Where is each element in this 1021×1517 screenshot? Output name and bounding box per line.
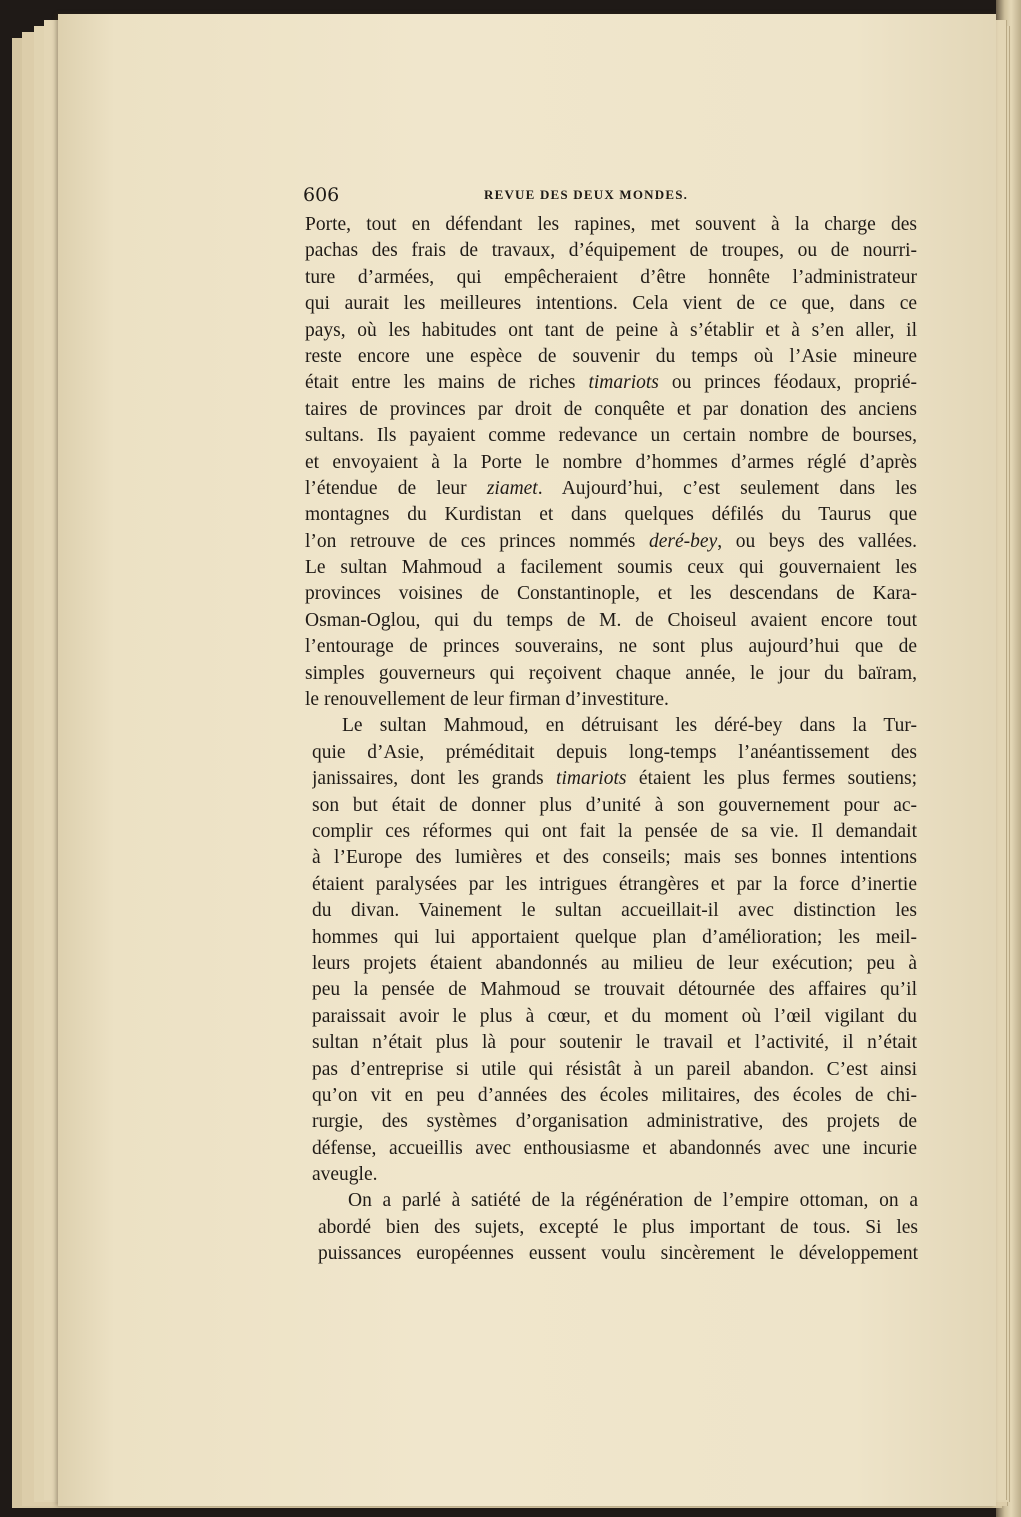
text-line: sultan n’était plus là pour soutenir le travail et l’activité, il n’était xyxy=(312,1032,917,1054)
text-line: complir ces réformes qui ont fait la pensée de sa vie. Il demandait xyxy=(312,820,917,842)
text-line: l’on retrouve de ces princes nommés deré-bey, ou beys des vallées. xyxy=(305,530,917,552)
text-line: pas d’entreprise si utile qui résistât à un pareil abandon. C’est ainsi xyxy=(312,1058,917,1080)
running-head: REVUE DES DEUX MONDES. xyxy=(484,187,689,202)
text-line: montagnes du Kurdistan et dans quelques défilés du Taurus que xyxy=(305,504,917,526)
paragraph xyxy=(318,1188,918,1267)
text-line: rurgie, des systèmes d’organisation administrative, des projets de xyxy=(312,1111,917,1133)
body-text xyxy=(305,212,917,1268)
text-line: paraissait avoir le plus à cœur, et du moment où l’œil vigilant du xyxy=(312,1005,917,1027)
text-line: sultans. Ils payaient comme redevance un certain nombre de bourses, xyxy=(305,425,917,447)
text-line: On a parlé à satiété de la régénération de l’empire ottoman, on a xyxy=(348,1190,918,1212)
text-line: défense, accueillis avec enthousiasme et abandonnés avec une incurie xyxy=(312,1137,917,1159)
text-line: janissaires, dont les grands timariots étaient les plus fermes soutiens; xyxy=(312,768,917,790)
text-line: pays, où les habitudes ont tant de peine à s’établir et à s’en aller, il xyxy=(305,319,917,341)
page-number: 606 xyxy=(303,184,340,206)
text-line: Le sultan Mahmoud a facilement soumis ceux qui gouvernaient les xyxy=(305,557,917,579)
text-line: Le sultan Mahmoud, en détruisant les déré-bey dans la Tur- xyxy=(342,715,917,737)
text-line: l’étendue de leur ziamet. Aujourd’hui, c’est seulement dans les xyxy=(305,477,917,499)
paragraph xyxy=(305,212,917,713)
text-line: étaient paralysées par les intrigues étrangères et par la force d’inertie xyxy=(312,873,917,895)
text-line: taires de provinces par droit de conquête et par donation des anciens xyxy=(305,398,917,420)
paragraph xyxy=(312,713,917,1188)
page-header xyxy=(303,184,907,210)
text-line: qu’on vit en peu d’années des écoles militaires, des écoles de chi- xyxy=(312,1084,917,1106)
text-line: le renouvellement de leur firman d’investiture. xyxy=(305,689,669,711)
text-line: hommes qui lui apportaient quelque plan d’amélioration; les meil- xyxy=(312,926,917,948)
text-line: ture d’armées, qui empêcheraient d’être honnête l’administrateur xyxy=(305,266,917,288)
text-line: à l’Europe des lumières et des conseils; mais ses bonnes intentions xyxy=(312,847,917,869)
text-line: pachas des frais de travaux, d’équipement de troupes, ou de nourri- xyxy=(305,240,917,262)
text-line: peu la pensée de Mahmoud se trouvait détournée des affaires qu’il xyxy=(312,979,917,1001)
text-line: et envoyaient à la Porte le nombre d’hommes d’armes réglé d’après xyxy=(305,451,917,473)
text-line: reste encore une espèce de souvenir du temps où l’Asie mineure xyxy=(305,345,917,367)
text-line: son but était de donner plus d’unité à son gouvernement pour ac- xyxy=(312,794,917,816)
text-line: Osman-Oglou, qui du temps de M. de Choiseul avaient encore tout xyxy=(305,609,917,631)
text-line: du divan. Vainement le sultan accueillait-il avec distinction les xyxy=(312,900,917,922)
text-line: était entre les mains de riches timariots ou princes féodaux, proprié- xyxy=(305,372,917,394)
text-line: qui aurait les meilleures intentions. Cela vient de ce que, dans ce xyxy=(305,293,917,315)
text-line: quie d’Asie, préméditait depuis long-temps l’anéantissement des xyxy=(312,741,917,763)
text-line: Porte, tout en défendant les rapines, met souvent à la charge des xyxy=(305,214,917,235)
text-line: l’entourage de princes souverains, ne sont plus aujourd’hui que de xyxy=(305,636,917,658)
text-line: puissances européennes eussent voulu sincèrement le développement xyxy=(318,1243,918,1265)
text-line: simples gouverneurs qui reçoivent chaque année, le jour du baïram, xyxy=(305,662,917,684)
text-line: abordé bien des sujets, excepté le plus important de tous. Si les xyxy=(318,1216,918,1238)
text-line: aveugle. xyxy=(312,1164,378,1186)
text-line: leurs projets étaient abandonnés au milieu de leur exécution; peu à xyxy=(312,952,917,974)
text-line: provinces voisines de Constantinople, et les descendans de Kara- xyxy=(305,583,917,605)
